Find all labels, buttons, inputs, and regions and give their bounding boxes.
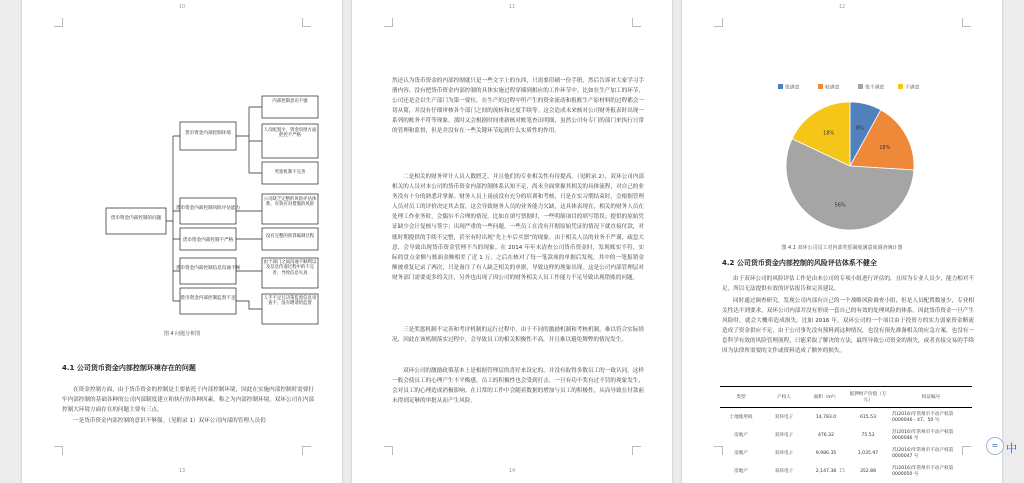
body-paragraph: 由于双环公司的风险评估工作是由本公司的专项小组进行评估的，且因为专业人员少，能力相对不足，所以无法提供有效的评估报告和完善建议。 xyxy=(722,276,974,293)
page-top-number: 10 xyxy=(178,4,186,10)
crop-mark xyxy=(714,18,723,27)
translate-badge-icon[interactable]: ≈ xyxy=(986,437,1004,455)
table-cell: 土地使用权 xyxy=(729,415,753,420)
table-cell: 房地产 xyxy=(734,469,748,474)
diagram-root-label: 货币资金内部控制的问题 xyxy=(110,216,162,221)
document-page-2 xyxy=(352,0,672,483)
table-cell: 苏(2016)年常州市不动产权第 0000046 - 47、50 号 xyxy=(892,412,954,423)
pie-data-label: 18% xyxy=(879,144,891,151)
diagram-branch-label: 货币资金内部控制监督不足 xyxy=(180,296,236,301)
table-cell: 双环电子 xyxy=(774,469,794,474)
legend-swatch xyxy=(898,84,903,89)
table-header-cell: 权证编号 xyxy=(921,395,941,400)
table-cell: 2,147.38 xyxy=(815,468,837,474)
table-cell: 615.53 xyxy=(859,414,877,420)
table-cell: 14,783.0 xyxy=(815,414,837,420)
section-heading: 4.2 公司货币资金内部控制的风险评估体系不健全 xyxy=(722,259,877,267)
table-cell: 9,986.35 xyxy=(815,450,837,456)
document-page-1 xyxy=(22,0,342,483)
diagram-branch-label: 货币资金内部控制风险评估能力 xyxy=(175,206,241,211)
page-bottom-number: 13 xyxy=(178,468,186,474)
mortgage-property-table xyxy=(720,386,972,480)
table-header-cell: 产权人 xyxy=(777,395,791,400)
ime-indicator[interactable]: 中 xyxy=(1006,442,1017,455)
diagram-branch-label: 货币资金内部控制不严格 xyxy=(182,238,234,243)
legend-swatch xyxy=(818,84,823,89)
table-cell: 1,035.97 xyxy=(857,450,879,456)
diagram-leaf-label: 公司缺乏完整的风险评估体系，有效应对措施的风险 xyxy=(263,197,317,208)
crop-mark xyxy=(302,446,311,455)
diagram-branch-box xyxy=(180,288,236,314)
diagram-branch-box xyxy=(180,258,236,284)
table-cell: 双环电子 xyxy=(774,451,794,456)
pie-slices xyxy=(786,102,914,230)
crop-mark xyxy=(962,446,971,455)
table-header-cell: 面积（m²） xyxy=(813,395,839,400)
pie-data-label: 8% xyxy=(855,125,864,132)
crop-mark xyxy=(962,18,971,27)
table-cell: 75.53 xyxy=(861,432,875,438)
section-heading: 4.1 公司货币资金内部控制环境存在的问题 xyxy=(62,364,196,372)
diagram-leaf-label: 没有完整的预算编制过程 xyxy=(265,234,315,239)
table-cell: 苏(2016)年常州市不动产权第 0000047 号 xyxy=(892,448,954,459)
body-paragraph: 双环公司的激励政策基本上是根据管理层的喜好来设定的，并没有取得多数员工的一致认同，这样一般会使员工的心理产生不平衡感，员工的积极性也会受到打击。一旦有功不奖有过不罚的现象发生，会对员工的心理造成消极影响。在日常的工作中会随着数据的增加与员工的积极性，从而导致在付款前未得到足够的审批从而产生风险。 xyxy=(392,368,644,405)
crop-mark xyxy=(714,446,723,455)
table-row xyxy=(720,426,972,444)
diagram-leaf-label: 人手不足且决策监督信息审查不，没有聘请的监督 xyxy=(263,296,317,307)
satisfaction-pie-chart xyxy=(682,78,1002,238)
table-cell: 双环电子 xyxy=(774,433,794,438)
crop-mark xyxy=(384,446,393,455)
table-cell: 352.88 xyxy=(859,468,877,474)
crop-mark xyxy=(384,18,393,27)
page-top-number: 12 xyxy=(838,4,846,10)
table-header-cell: 类型 xyxy=(736,395,746,400)
legend-label: 很不满意 xyxy=(865,85,885,91)
table-cell: 双环电子 xyxy=(774,415,794,420)
diagram-leaf-label: 奖惩机制不完善 xyxy=(274,170,306,175)
table-row xyxy=(720,408,972,427)
diagram-leaf-label: 由于部门之间沟通不顺利以及信息传递过程中的不完善，导致信息失真 xyxy=(263,260,317,276)
chart-caption: 图 4.1 双环公司员工对内部奖惩制度满意度调查统计图 xyxy=(781,245,903,251)
table-cell: 房地产 xyxy=(734,451,748,456)
table-cell: 476.32 xyxy=(817,432,835,438)
table-row xyxy=(720,444,972,462)
diagram-root-box xyxy=(106,208,166,234)
body-paragraph: 一是货币资金内部控制的意识不够强。（见附录 1）双环公司内部的管理人员仍 xyxy=(73,418,266,424)
diagram-branch-label: 货币资金内部控制环境 xyxy=(185,131,231,136)
page-bottom-number: 14 xyxy=(508,468,516,474)
body-paragraph: 三是奖惩机制不完善和考评机制的运行过程中，由于不同的激励机制和考核机制，难以符合实际情况，因此在该机制落实过程中，会导致员工的相关积极性不高，并且难以避免舞弊的情况发生。 xyxy=(392,327,644,344)
pie-data-label: 18% xyxy=(823,130,835,137)
diagram-branch-label: 货币资金内部控制信息沟通不畅 xyxy=(175,266,241,271)
table-cell: 苏(2016)年常州市不动产权第 0000050 号 xyxy=(892,466,954,477)
document-page-3 xyxy=(682,0,1002,483)
chart-legend xyxy=(778,84,920,91)
legend-swatch xyxy=(778,84,783,89)
crop-mark xyxy=(632,18,641,27)
crop-mark xyxy=(54,446,63,455)
diagram-branch-box xyxy=(180,198,236,224)
legend-label: 很满意 xyxy=(785,85,800,91)
table-cell: 苏(2016)年常州市不动产权第 0000046 号 xyxy=(892,430,954,441)
crop-mark xyxy=(632,446,641,455)
body-paragraph: 二是相关的财务审计人员人数匮乏，并且他们的专业相关性有待提高。（见附录 2），双环公司内部相关的人员对本公司的货币资金内部控制体系认知不足，尚未全面掌握其相关的具体流程，对自己的业务没有十分的熟悉并掌握。财务人员上岗前没有充分的培训和考核，只是在实习期结束时，会根据管理人员对员工的评价决定其去留，这会导致财务人员的业务能力欠缺，这具体表现在，相关的财务人员在处理工作业务时，会偶尔不合理的情况。比如在填写票据时，一些明细项目的填写错误；提供的原始凭证缺少会计复核与签字；出现严重的一些问题，一些员工在没有开据原始凭证的情况下就直接付款，对账时期提供的手续不完整，甚至有时出现“先上车后买票”的现象。由于相关人员的业务不严谨，疏忽大意，会导致出现货币资金管理不当的现象。在 2014 年年末清查公司货币资金时，发现账实不符，实际的盘点金额与账面金额相差了近 1 万，之后在核对了每一笔款项的单据后发现，其中的一笔报销金额被重复记录了两次，只是备注了有人缺乏相关的单据，导致这样的现象出现。这是公司内部管理层对财务部门需要更多的关注，另外也出现了因公司的财务相关人员工作能力不足导致出现错账的问题。 xyxy=(392,174,644,281)
table-header-cell: 抵押财产价值（万元） xyxy=(849,392,887,403)
legend-label: 不满意 xyxy=(905,85,920,91)
figure-caption: 图 4 问题分析图 xyxy=(163,331,201,337)
diagram-leaf-label: 内部控制意识不强 xyxy=(272,99,308,104)
page-bottom-number: 15 xyxy=(838,468,846,474)
legend-label: 较满意 xyxy=(825,85,840,91)
diagram-branch-box xyxy=(180,122,236,150)
body-paragraph: 同时通过调查研究，发现公司内部有自己的一个战略风险调查小组，但是人员配置数量少，专业相关性达不到要求，双环公司内部并没有形成一套自己的有效的处理风险的体系。因此货币资金一旦产生风险时，就会大概率造成损失。比如 2016 年，双环公司的一个项目由于投资方的实力弱家资金断流造成了资金供应不足，由于公司事先没有预料到这种情况，也没有预先准备相关的应急方案，也没有一套科学有效的风险管理流程，只能采取了解决的方法，最终导致公司资金的损失，或者直接交易的手续因为法律所需要的文件或资料造成了额外的损失。 xyxy=(722,298,974,355)
body-paragraph: 然还认为货币资金的内部控制就只是一些文字上的东西，只需要印刷一份手册，然后告诉对大家学习手册内容。没有把货币资金内部控制的具体实施过程穿插到相应的工作环节中。比如在生产加工的环节，公司还是会以生产部门为第一要位，在生产的过程中所产生的资金流动和报账生产原材料的过程都会一切从简，并没有仔细审核各个部门之间的流转和过度手续等。这会造成未来核对公司财务报表时出现一系列的账务不符等现象。那时又会根据时间重新核对账笔查出明细，虽然公司有专门的部门来执行日常的管理和监督，但是并没有在一些关键环节起到什么实质性的作用。 xyxy=(392,78,644,135)
table-cell: 房地产 xyxy=(734,433,748,438)
pie-data-label: 56% xyxy=(834,202,846,209)
legend-swatch xyxy=(858,84,863,89)
body-paragraph: 在资金控制方面，由于货币资金的控制是主要依托于内部控制环境，因此在实施内部控制时需要打牢内部控制的基础各种的公司内部制度建立和执行的各种因素，称之为内部控制环境。双环公司在内部控制大环境方面存在的问题主要有三点。 xyxy=(62,387,314,414)
diagram-leaf-label: 人员配置少，资金审批方面把控不严格 xyxy=(263,128,317,139)
page-top-number: 11 xyxy=(508,4,516,10)
